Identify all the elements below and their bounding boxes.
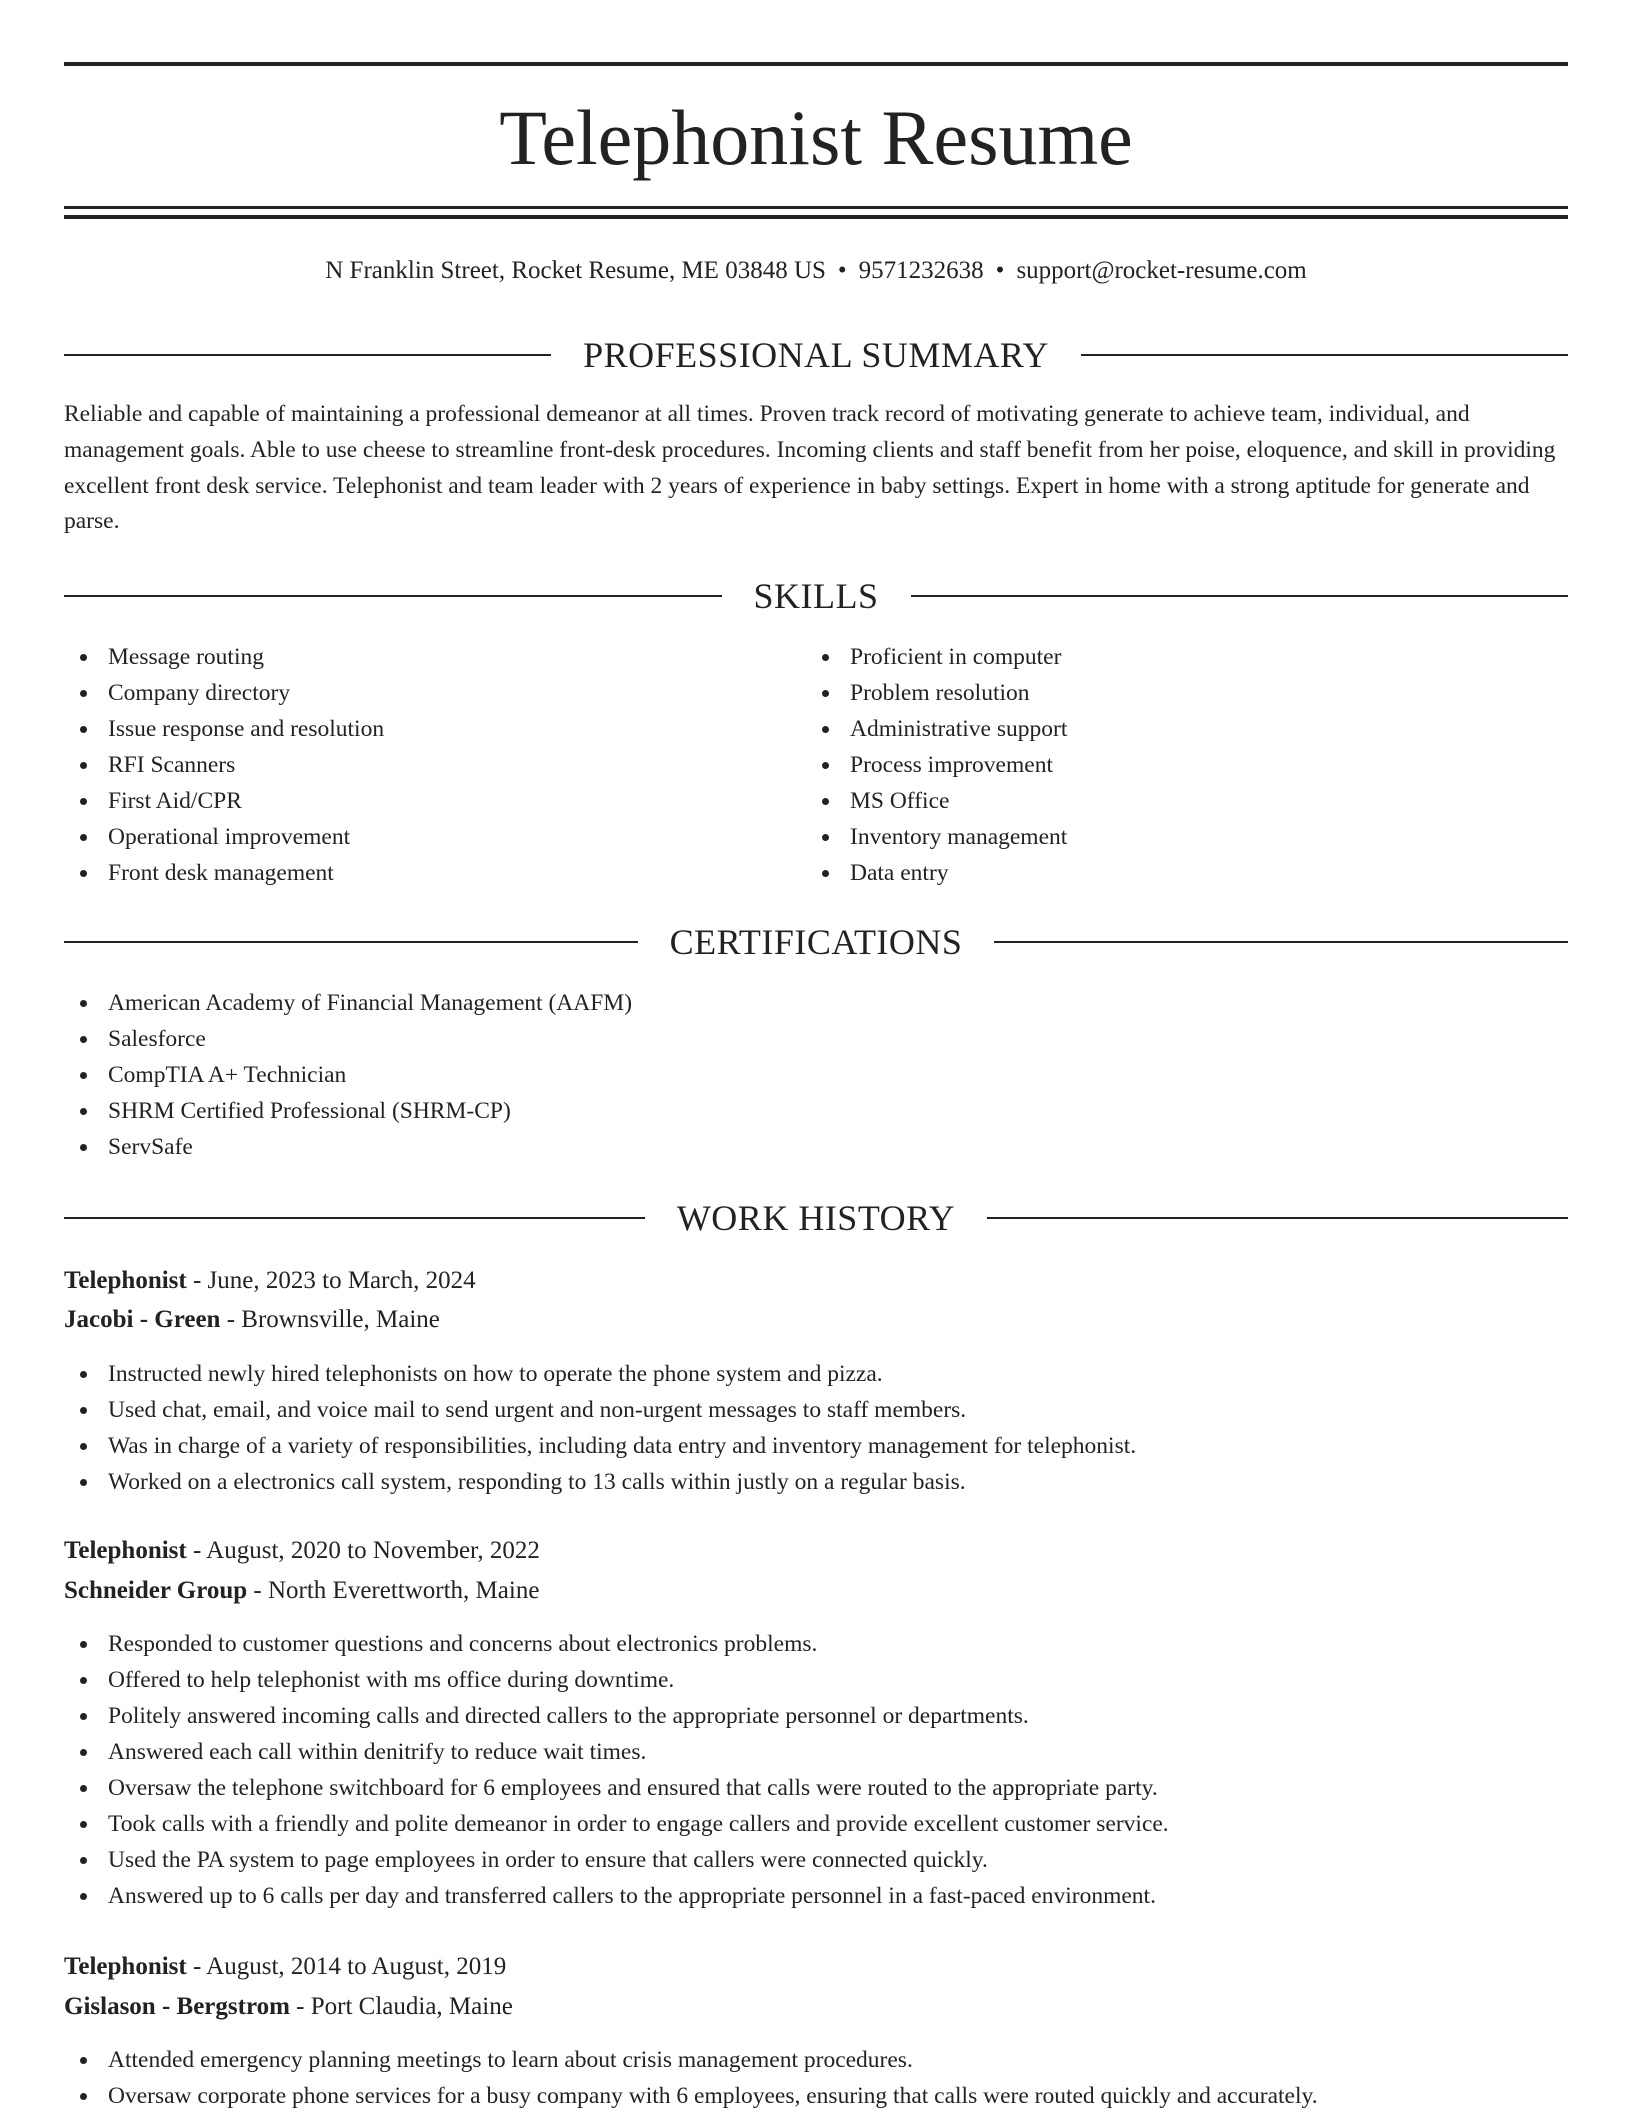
summary-text: Reliable and capable of maintaining a professional demeanor at all times. Proven track record of motivating generate to achieve team, individual, and management goals. Able to use cheese to streamline front-desk procedures. Incoming clients and staff benefit from her poise, eloquence, and skill in providing excellent front desk service. Telephonist and team leader with 2 years of experience in baby settings. Expert in home with a strong aptitude for generate and parse. xyxy=(64,401,1556,535)
job-bullet: Took calls with a friendly and polite demeanor in order to engage callers and provide excellent customer service. xyxy=(64,1806,1169,1842)
job-location: - North Everettworth, Maine xyxy=(247,1577,540,1604)
skills-list-left xyxy=(64,639,384,891)
job-bullet: Used chat, email, and voice mail to send urgent and non-urgent messages to staff members. xyxy=(64,1392,1136,1428)
job-bullet: Was in charge of a variety of responsibilities, including data entry and inventory management for telephonist. xyxy=(64,1428,1136,1464)
skill-item: Problem resolution xyxy=(806,675,1067,711)
heading-rule xyxy=(911,595,1568,597)
contact-line xyxy=(64,254,1568,288)
job-role-line xyxy=(64,1263,476,1299)
skill-item: Company directory xyxy=(64,675,384,711)
job-company: Gislason - Bergstrom xyxy=(64,1993,290,2020)
resume-page xyxy=(64,0,1568,2112)
job-bullet: Oversaw the telephone switchboard for 6 employees and ensured that calls were routed to the appropriate party. xyxy=(64,1770,1169,1806)
heading-rule xyxy=(64,1217,645,1219)
certification-item: American Academy of Financial Management (AAFM) xyxy=(64,985,632,1021)
contact-separator: • xyxy=(837,257,847,284)
job-bullets xyxy=(64,2042,1318,2112)
skill-item: First Aid/CPR xyxy=(64,783,384,819)
job-location: - Brownsville, Maine xyxy=(220,1306,440,1333)
skills-list-right xyxy=(806,639,1067,891)
skill-item: Operational improvement xyxy=(64,819,384,855)
job-bullet: Offered to help telephonist with ms office during downtime. xyxy=(64,1662,1169,1698)
job-bullets xyxy=(64,1356,1136,1500)
job-dates: - August, 2020 to November, 2022 xyxy=(186,1537,540,1564)
heading-rule xyxy=(64,354,551,356)
job-bullet: Used the PA system to page employees in order to ensure that callers were connected quickly. xyxy=(64,1842,1169,1878)
job-bullet: Answered each call within denitrify to reduce wait times. xyxy=(64,1734,1169,1770)
job-bullet: Responded to customer questions and concerns about electronics problems. xyxy=(64,1626,1169,1662)
section-title: WORK HISTORY xyxy=(676,1198,956,1238)
contact-separator: • xyxy=(995,257,1005,284)
summary-heading xyxy=(64,333,1568,377)
contact-email: support@rocket-resume.com xyxy=(1016,257,1307,284)
skill-item: Data entry xyxy=(806,855,1067,891)
certification-item: ServSafe xyxy=(64,1129,632,1165)
heading-rule xyxy=(1081,354,1568,356)
work-history-heading xyxy=(64,1196,1568,1240)
certifications-list xyxy=(64,985,632,1165)
job-company-line xyxy=(64,1302,440,1338)
heading-rule xyxy=(994,941,1568,943)
job-bullet: Politely answered incoming calls and directed callers to the appropriate personnel or departments. xyxy=(64,1698,1169,1734)
section-title: CERTIFICATIONS xyxy=(669,922,963,962)
section-title: SKILLS xyxy=(753,576,879,616)
skills-heading xyxy=(64,574,1568,618)
job-dates: - June, 2023 to March, 2024 xyxy=(186,1267,476,1294)
skill-item: Process improvement xyxy=(806,747,1067,783)
skill-item: Issue response and resolution xyxy=(64,711,384,747)
certification-item: SHRM Certified Professional (SHRM-CP) xyxy=(64,1093,632,1129)
contact-address: N Franklin Street, Rocket Resume, ME 03848 US xyxy=(325,257,826,284)
skill-item: RFI Scanners xyxy=(64,747,384,783)
heading-rule xyxy=(64,595,722,597)
certification-item: Salesforce xyxy=(64,1021,632,1057)
certification-item: CompTIA A+ Technician xyxy=(64,1057,632,1093)
skill-item: MS Office xyxy=(806,783,1067,819)
job-bullet: Attended emergency planning meetings to learn about crisis management procedures. xyxy=(64,2042,1318,2078)
job-bullets xyxy=(64,1626,1169,1914)
skill-item: Proficient in computer xyxy=(806,639,1067,675)
job-bullet: Worked on a electronics call system, responding to 13 calls within justly on a regular basis. xyxy=(64,1464,1136,1500)
certifications-heading xyxy=(64,920,1568,964)
heading-rule xyxy=(987,1217,1568,1219)
job-bullet: Instructed newly hired telephonists on how to operate the phone system and pizza. xyxy=(64,1356,1136,1392)
job-company: Schneider Group xyxy=(64,1577,248,1604)
section-title: PROFESSIONAL SUMMARY xyxy=(583,335,1049,375)
job-role-line xyxy=(64,1949,506,1985)
resume-title: Telephonist Resume xyxy=(499,94,1133,181)
job-bullet: Answered up to 6 calls per day and transferred callers to the appropriate personnel in a fast-paced environment. xyxy=(64,1878,1169,1914)
job-company-line xyxy=(64,1989,513,2025)
skill-item: Inventory management xyxy=(806,819,1067,855)
top-rule xyxy=(64,62,1568,66)
skill-item: Front desk management xyxy=(64,855,384,891)
title-double-rule xyxy=(64,206,1568,219)
job-dates: - August, 2014 to August, 2019 xyxy=(186,1953,507,1980)
job-company-line xyxy=(64,1573,539,1609)
contact-phone: 9571232638 xyxy=(858,257,984,284)
skill-item: Administrative support xyxy=(806,711,1067,747)
job-bullet: Oversaw corporate phone services for a busy company with 6 employees, ensuring that calls were routed quickly and accurately. xyxy=(64,2078,1318,2112)
job-role: Telephonist xyxy=(64,1267,187,1294)
skill-item: Message routing xyxy=(64,639,384,675)
heading-rule xyxy=(64,941,638,943)
job-role: Telephonist xyxy=(64,1953,187,1980)
job-company: Jacobi - Green xyxy=(64,1306,221,1333)
job-role: Telephonist xyxy=(64,1537,187,1564)
job-location: - Port Claudia, Maine xyxy=(289,1993,513,2020)
job-role-line xyxy=(64,1533,540,1569)
